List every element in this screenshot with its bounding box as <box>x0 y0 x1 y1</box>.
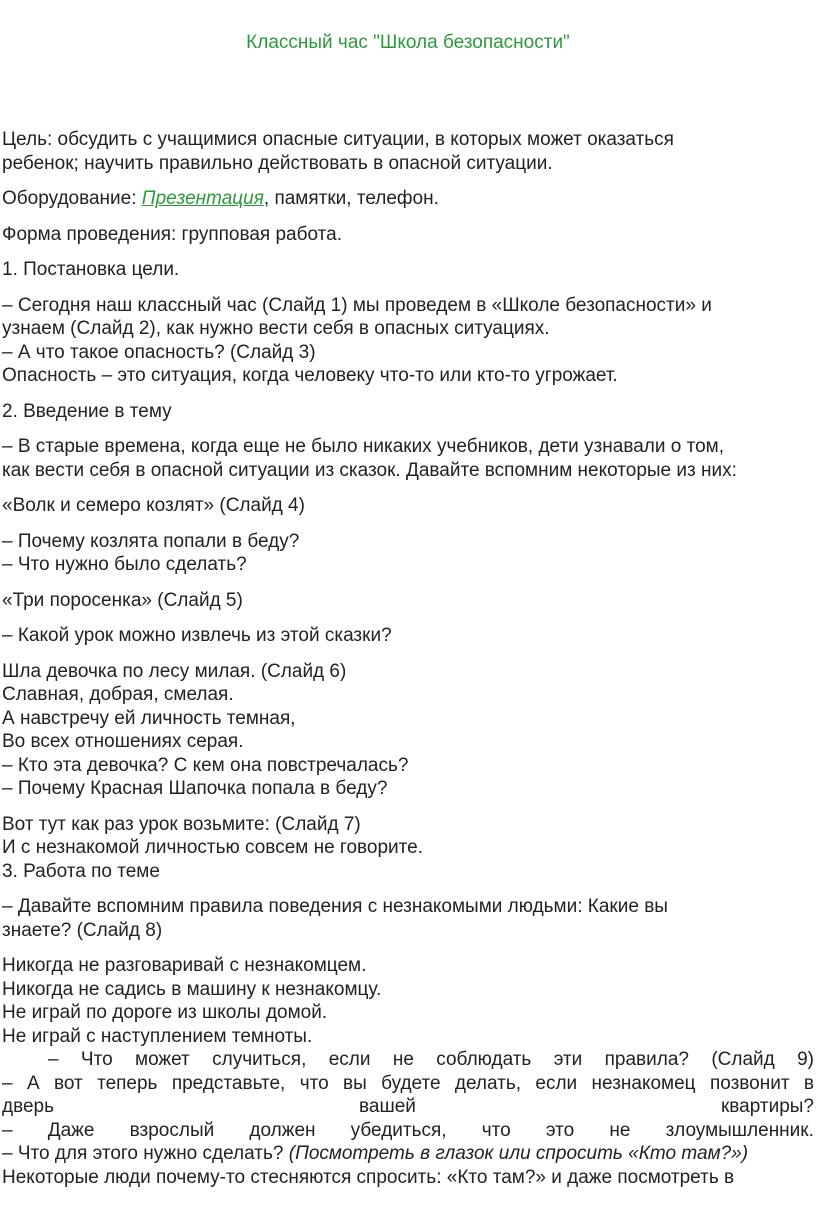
word: не <box>609 1119 631 1141</box>
word: эти <box>553 1049 583 1070</box>
word: будете <box>381 1072 441 1094</box>
intro-line: – Сегодня наш классный час (Слайд 1) мы проведем в «Школе безопасности» и <box>2 294 712 316</box>
intro-line: Опасность – это ситуация, когда человеку что-то или кто-то угрожает. <box>2 365 618 386</box>
poem-line: Шла девочка по лесу милая. (Слайд 6) <box>2 660 347 682</box>
fairy-paragraph <box>2 435 814 482</box>
fairy-line: – В старые времена, когда еще не было никаких учебников, дети узнавали о том, <box>2 436 724 457</box>
goal-line: Цель: обсудить с учащимися опасные ситуации, в которых может оказаться <box>2 129 674 150</box>
word: вы <box>343 1072 367 1094</box>
wolf-question: – Почему козлята попали в беду? <box>2 530 300 552</box>
poem-line: А навстречу ей личность темная, <box>2 707 296 729</box>
section-heading-2: 2. Введение в тему <box>2 400 172 422</box>
rules-question-line: – Давайте вспомним правила поведения с незнакомыми людьми: Какие вы <box>2 896 668 917</box>
word: – <box>2 1072 13 1094</box>
pigs-title: «Три поросенка» (Слайд 5) <box>2 589 243 611</box>
justified-line <box>2 1119 814 1143</box>
word: А <box>26 1072 40 1094</box>
rule-item: Никогда не садись в машину к незнакомцу. <box>2 978 382 1000</box>
pigs-question: – Какой урок можно извлечь из этой сказки? <box>2 625 392 646</box>
word: вашей <box>359 1096 416 1117</box>
poem-line: – Почему Красная Шапочка попала в беду? <box>2 778 388 799</box>
wolf-questions <box>2 530 814 577</box>
word: в <box>803 1072 814 1094</box>
rule-item: Не играй по дороге из школы домой. <box>2 1002 328 1023</box>
spacer <box>2 883 814 895</box>
section-heading-3: 3. Работа по теме <box>2 860 160 882</box>
word: Что <box>80 1049 113 1070</box>
equipment-rest: , памятки, телефон. <box>263 188 439 209</box>
word: дверь <box>2 1096 54 1117</box>
word: что <box>481 1119 511 1141</box>
poem-line: Во всех отношениях серая. <box>2 731 244 752</box>
word: – <box>2 1119 13 1141</box>
wolf-title: «Волк и семеро козлят» (Слайд 4) <box>2 495 305 516</box>
lesson-paragraph <box>2 813 814 884</box>
rule-item: Не играй с наступлением темноты. <box>2 1025 313 1047</box>
word: должен <box>249 1119 316 1141</box>
document-body <box>2 128 814 1189</box>
justified-line <box>2 1072 814 1096</box>
word: соблюдать <box>436 1049 532 1070</box>
word: незнакомец <box>591 1072 696 1094</box>
poem-paragraph <box>2 660 814 801</box>
word: вот <box>53 1072 83 1094</box>
rule-item: Никогда не разговаривай с незнакомцем. <box>2 955 367 976</box>
poem-line: Славная, добрая, смелая. <box>2 684 234 705</box>
door-question: – Что для этого нужно сделать? <box>2 1143 289 1164</box>
word: это <box>545 1119 575 1141</box>
justified-line <box>2 1048 814 1072</box>
word: не <box>392 1049 414 1070</box>
presentation-link[interactable]: Презентация <box>141 188 264 209</box>
intro-line: узнаем (Слайд 2), как нужно вести себя в опасных ситуациях. <box>2 318 550 339</box>
intro-paragraph <box>2 294 814 388</box>
last-line: Некоторые люди почему-то стесняются спросить: «Кто там?» и даже посмотреть в <box>2 1166 735 1188</box>
word: – <box>48 1049 59 1070</box>
rules-question <box>2 895 814 942</box>
word: Даже <box>47 1119 95 1141</box>
word: представьте, <box>171 1072 286 1094</box>
poem-line: – Кто эта девочка? С кем она повстречалась? <box>2 754 409 776</box>
rules-question-line: знаете? (Слайд 8) <box>2 919 163 941</box>
word: 9) <box>797 1049 814 1070</box>
section-heading-1: 1. Постановка цели. <box>2 259 180 280</box>
word: (Слайд <box>711 1049 775 1070</box>
word: может <box>135 1049 190 1070</box>
word: теперь <box>97 1072 158 1094</box>
fairy-line: как вести себя в опасной ситуации из сказок. Давайте вспомним некоторые из них: <box>2 459 737 481</box>
word: если <box>328 1049 371 1070</box>
intro-line: – А что такое опасность? (Слайд 3) <box>2 341 316 363</box>
door-answer: (Посмотреть в глазок или спросить «Кто там?») <box>288 1143 749 1164</box>
goal-paragraph <box>2 128 814 175</box>
lesson-line: Вот тут как раз урок возьмите: (Слайд 7) <box>2 813 361 835</box>
goal-line: ребенок; научить правильно действовать в опасной ситуации. <box>2 152 553 174</box>
word: квартиры? <box>720 1096 814 1117</box>
word: убедиться, <box>350 1119 447 1141</box>
door-question-line <box>2 1142 814 1166</box>
word: что <box>299 1072 329 1094</box>
word: случиться, <box>212 1049 307 1070</box>
word: злоумышленник. <box>665 1119 814 1141</box>
justified-line <box>2 1095 814 1119</box>
word: если <box>535 1072 578 1094</box>
wolf-question: – Что нужно было сделать? <box>2 554 247 575</box>
form-paragraph: Форма проведения: групповая работа. <box>2 223 342 245</box>
word: делать, <box>454 1072 522 1094</box>
word: взрослый <box>129 1119 215 1141</box>
equipment-paragraph <box>2 187 814 211</box>
word: позвонит <box>709 1072 790 1094</box>
equipment-label: Оборудование: <box>2 188 142 209</box>
rules-list <box>2 954 814 1189</box>
word: правила? <box>604 1049 689 1070</box>
lesson-line: И с незнакомой личностью совсем не говорите. <box>2 837 423 858</box>
page-title: Классный час "Школа безопасности" <box>246 32 570 53</box>
